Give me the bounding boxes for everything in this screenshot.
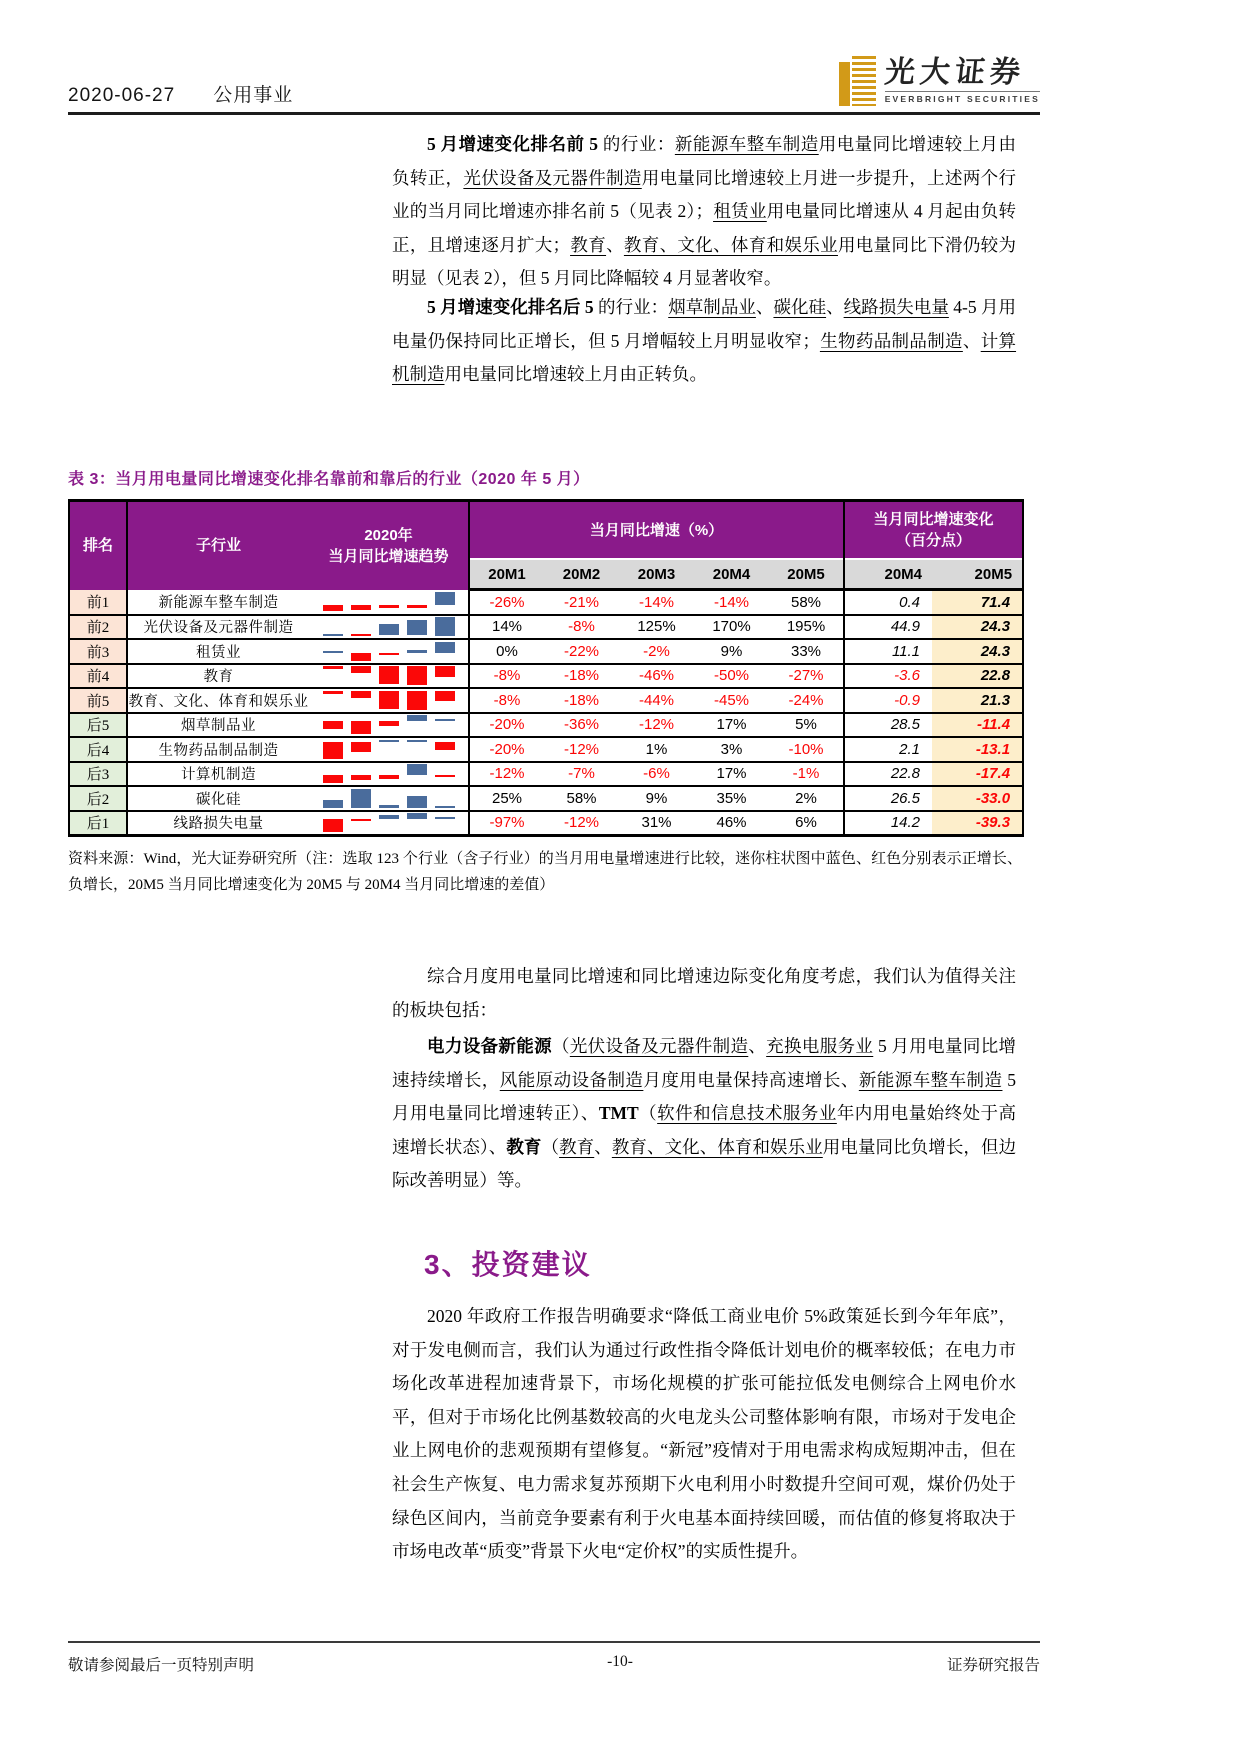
subheader-change-month: 20M4 (844, 559, 932, 590)
spark-bar-positive (379, 815, 399, 819)
table-row (69, 811, 1023, 836)
source-note: 资料来源：Wind，光大证券研究所（注：选取 123 个行业（含子行业）的当月用电量增速进行比较，迷你柱状图中蓝色、红色分别表示正增长、负增长，20M5 当月同比增速变化为 20M5 与 20M4 当月同比增速的差值） (68, 851, 1022, 893)
trend-sparkline (323, 789, 455, 808)
growth-value-cell: -18% (544, 664, 619, 689)
growth-value-cell: -97% (469, 811, 544, 836)
table-row (69, 639, 1023, 664)
text-segment: 风能原动设备制造 (499, 1069, 644, 1090)
growth-value-cell: 58% (769, 590, 844, 615)
trend-header-line1: 2020年 (364, 526, 413, 544)
rank-cell: 前2 (69, 615, 127, 640)
m5-change-cell: -13.1 (932, 737, 1023, 762)
spark-bar-positive (379, 624, 399, 636)
table3-title: 表 3：当月用电量同比增速变化排名靠前和靠后的行业（2020 年 5 月） (68, 471, 590, 488)
growth-value-cell: -7% (544, 762, 619, 787)
text-segment: 5 月增速变化排名前 5 (427, 134, 603, 154)
footer-rule (68, 1641, 1040, 1643)
trend-sparkline (323, 813, 455, 832)
rank-cell: 后3 (69, 762, 127, 787)
growth-value-cell: -18% (544, 688, 619, 713)
table-row (69, 590, 1023, 615)
growth-value-cell: -46% (619, 664, 694, 689)
growth-value-cell: -12% (544, 737, 619, 762)
growth-value-cell: 31% (619, 811, 694, 836)
text-segment: （ (638, 1103, 658, 1124)
text-segment: 碳化硅 (773, 297, 827, 317)
column-header-rank: 排名 (69, 501, 127, 590)
spark-bar-positive (323, 651, 343, 653)
spark-bar-negative (351, 775, 371, 780)
ranking-table (68, 499, 1024, 837)
growth-value-cell: -44% (619, 688, 694, 713)
table-row (69, 713, 1023, 738)
m4-change-cell: 0.4 (844, 590, 932, 615)
spark-bar-negative (323, 605, 343, 611)
spark-bar-negative (435, 691, 455, 701)
text-segment: 4-5 月用电量仍保持同比正增长，但 5 月增幅较上月明显收窄； (392, 297, 1017, 351)
trend-cell (309, 762, 469, 787)
text-segment: 教育 (559, 1136, 595, 1157)
page-header (68, 80, 293, 107)
growth-value-cell: 195% (769, 615, 844, 640)
spark-bar-negative (407, 666, 427, 685)
m5-change-cell: 24.3 (932, 615, 1023, 640)
spark-bar-negative (351, 666, 371, 673)
industry-cell: 碳化硅 (127, 786, 309, 811)
text-segment: 2020 年政府工作报告明确要求“降低工商业电价 5%政策延长到今年年底”，对于发电侧而言，我们认为通过行政性指令降低计划电价的概率较低；在电力市场化改革进程加速背景下，市场化规模的扩张可能拉低发电侧综合上网电价水平，但对于市场化比例基数较高的火电龙头公司整体影响有限，市场对于发电企业上网电价的悲观预期有望修复。“新冠”疫情对于用电需求构成短期冲击，但在社会生产恢复、电力需求复苏预期下火电利用小时数提升空间可观，煤价仍处于绿色区间内，当前竞争要素有利于火电基本面持续回暖，而估值的修复将取决于市场电改革“质变”背景下火电“定价权”的实质性提升。 (392, 1306, 1016, 1562)
text-segment: 光伏设备及元器件制造 (463, 167, 642, 188)
text-segment: 月度用电量保持高速增长、 (643, 1069, 859, 1090)
spark-bar-negative (407, 691, 427, 710)
spark-bar-positive (323, 800, 343, 808)
rank-cell: 后2 (69, 786, 127, 811)
paragraph-top5-industries (392, 128, 1016, 296)
table-group-header-row (69, 501, 1023, 560)
trend-sparkline (323, 617, 455, 636)
industry-cell: 教育 (127, 664, 309, 689)
growth-value-cell: 25% (469, 786, 544, 811)
industry-cell: 租赁业 (127, 639, 309, 664)
growth-value-cell: -14% (694, 590, 769, 615)
change-header-line1: 当月同比增速变化 (873, 511, 994, 528)
report-date: 2020-06-27 (68, 85, 176, 106)
text-segment: 线路损失电量 (843, 297, 949, 317)
m5-change-cell: 22.8 (932, 664, 1023, 689)
growth-value-cell: -1% (769, 762, 844, 787)
page-number: -10- (607, 1653, 633, 1670)
spark-bar-negative (379, 691, 399, 710)
trend-sparkline (323, 691, 455, 710)
spark-bar-negative (435, 742, 455, 750)
m4-change-cell: 11.1 (844, 639, 932, 664)
text-segment: 年内用电量始终处于高速增长状态）、 (392, 1103, 1017, 1157)
table-row (69, 737, 1023, 762)
m5-change-cell: -33.0 (932, 786, 1023, 811)
trend-cell (309, 639, 469, 664)
text-segment: 计算机制造 (392, 330, 1017, 385)
text-segment: 用电量同比增速较上月进一步提升，上述两个行业的当月同比增速亦排名前 5（见表 2）； (392, 167, 1017, 222)
text-segment: 电力设备新能源 (427, 1036, 552, 1056)
trend-cell (309, 615, 469, 640)
trend-cell (309, 713, 469, 738)
subheader-month: 20M3 (619, 559, 694, 590)
spark-bar-positive (323, 634, 343, 636)
table-row (69, 762, 1023, 787)
m4-change-cell: 26.5 (844, 786, 932, 811)
text-segment: 5 月用电量同比增速转正）、 (392, 1069, 1017, 1124)
rank-cell: 前5 (69, 688, 127, 713)
trend-sparkline (323, 642, 455, 661)
spark-bar-negative (379, 666, 399, 683)
text-segment: 生物药品制品制造 (819, 330, 963, 351)
text-segment: 烟草制品业 (668, 297, 756, 317)
paragraph-summary (392, 960, 1016, 1027)
text-segment: 用电量同比负增长，但边际改善明显）等。 (392, 1136, 1017, 1191)
text-segment: 教育 (570, 234, 607, 255)
growth-value-cell: -12% (469, 762, 544, 787)
text-segment: 的行业： (598, 297, 669, 317)
text-segment: 新能源车整车制造 (858, 1069, 1003, 1090)
spark-bar-negative (351, 819, 371, 821)
spark-bar-positive (379, 740, 399, 742)
paragraph-sectors (392, 1030, 1016, 1198)
spark-bar-negative (351, 691, 371, 699)
text-segment: 教育、文化、体育和娱乐业 (611, 1136, 823, 1157)
column-header-industry: 子行业 (127, 501, 309, 590)
spark-bar-positive (435, 642, 455, 653)
rank-cell: 前3 (69, 639, 127, 664)
trend-sparkline (323, 666, 455, 685)
growth-value-cell: -20% (469, 737, 544, 762)
subheader-change-month: 20M5 (932, 559, 1023, 590)
rank-cell: 后4 (69, 737, 127, 762)
growth-value-cell: 2% (769, 786, 844, 811)
spark-bar-negative (323, 775, 343, 783)
growth-value-cell: -8% (469, 688, 544, 713)
spark-bar-negative (351, 742, 371, 752)
logo-cn-text: 光大证券 (883, 56, 1027, 89)
text-segment: 教育 (506, 1136, 542, 1157)
m4-change-cell: 22.8 (844, 762, 932, 787)
text-segment: 用电量同比增速从 4 月起由负转正，且增速逐月扩大； (392, 201, 1017, 255)
growth-value-cell: -21% (544, 590, 619, 615)
logo-text (885, 56, 1040, 104)
spark-bar-negative (407, 605, 427, 608)
text-segment: 、 (594, 1136, 612, 1157)
text-segment: TMT (598, 1103, 639, 1124)
m4-change-cell: -0.9 (844, 688, 932, 713)
growth-value-cell: -27% (769, 664, 844, 689)
text-segment: 、 (748, 1036, 767, 1056)
report-section: 公用事业 (213, 85, 294, 106)
subheader-month: 20M1 (469, 559, 544, 590)
text-segment: （ (551, 1036, 570, 1056)
growth-value-cell: -50% (694, 664, 769, 689)
trend-cell (309, 737, 469, 762)
table-row (69, 688, 1023, 713)
growth-value-cell: -22% (544, 639, 619, 664)
growth-value-cell: 3% (694, 737, 769, 762)
trend-sparkline (323, 592, 455, 611)
growth-value-cell: 35% (694, 786, 769, 811)
footer-report-type: 证券研究报告 (946, 1657, 1040, 1674)
table-row (69, 786, 1023, 811)
m4-change-cell: -3.6 (844, 664, 932, 689)
growth-value-cell: -45% (694, 688, 769, 713)
trend-cell (309, 811, 469, 836)
table-body (69, 590, 1023, 836)
spark-bar-negative (379, 775, 399, 779)
section3-heading: 3、投资建议 (424, 1249, 592, 1280)
m5-change-cell: 71.4 (932, 590, 1023, 615)
text-segment: （ (541, 1136, 560, 1157)
spark-bar-positive (407, 740, 427, 742)
trend-cell (309, 786, 469, 811)
growth-value-cell: -8% (544, 615, 619, 640)
industry-cell: 烟草制品业 (127, 713, 309, 738)
spark-bar-negative (351, 721, 371, 734)
rank-cell: 后5 (69, 713, 127, 738)
spark-bar-positive (351, 789, 371, 808)
text-segment: 用电量同比增速较上月由负转正， (392, 134, 1017, 188)
spark-bar-positive (435, 817, 455, 819)
growth-value-cell: -8% (469, 664, 544, 689)
industry-cell: 计算机制造 (127, 762, 309, 787)
text-segment: 综合月度用电量同比增速和同比增速边际变化角度考虑，我们认为值得关注的板块包括： (392, 966, 1016, 1020)
growth-value-cell: -10% (769, 737, 844, 762)
spark-bar-negative (351, 634, 371, 636)
paragraph-bottom5-industries (392, 291, 1016, 392)
trend-cell (309, 688, 469, 713)
section3-paragraph (392, 1300, 1016, 1569)
growth-value-cell: 170% (694, 615, 769, 640)
m5-change-cell: -17.4 (932, 762, 1023, 787)
growth-value-cell: -26% (469, 590, 544, 615)
text-segment: 、 (826, 297, 844, 317)
growth-value-cell: 0% (469, 639, 544, 664)
growth-value-cell: -14% (619, 590, 694, 615)
spark-bar-negative (379, 721, 399, 725)
text-segment: 、 (606, 234, 624, 255)
text-segment: 、 (755, 297, 774, 317)
text-segment: 充换电服务业 (766, 1036, 874, 1056)
spark-bar-positive (435, 806, 455, 808)
table-row (69, 615, 1023, 640)
trend-header-line2: 当月同比增速趋势 (328, 547, 449, 565)
growth-value-cell: 17% (694, 713, 769, 738)
trend-cell (309, 664, 469, 689)
growth-value-cell: -36% (544, 713, 619, 738)
spark-bar-positive (407, 715, 427, 721)
spark-bar-negative (323, 666, 343, 669)
text-segment: 的行业： (602, 134, 675, 154)
spark-bar-negative (323, 819, 343, 832)
growth-value-cell: -20% (469, 713, 544, 738)
spark-bar-positive (435, 719, 455, 721)
spark-bar-negative (379, 653, 399, 655)
m4-change-cell: 14.2 (844, 811, 932, 836)
text-segment: 租赁业 (713, 201, 767, 222)
subheader-month: 20M2 (544, 559, 619, 590)
spark-bar-negative (323, 742, 343, 759)
column-header-trend (309, 501, 469, 590)
m5-change-cell: 21.3 (932, 688, 1023, 713)
m4-change-cell: 2.1 (844, 737, 932, 762)
spark-bar-negative (351, 605, 371, 610)
spark-bar-negative (379, 605, 399, 608)
subheader-month: 20M4 (694, 559, 769, 590)
spark-bar-positive (407, 620, 427, 636)
spark-bar-negative (435, 775, 455, 777)
text-segment: 5 月用电量同比增速持续增长， (392, 1036, 1017, 1090)
rank-cell: 前4 (69, 664, 127, 689)
spark-bar-positive (407, 796, 427, 807)
subheader-month: 20M5 (769, 559, 844, 590)
footer-disclaimer: 敬请参阅最后一页特别声明 (68, 1657, 255, 1674)
header-rule (68, 112, 1040, 115)
growth-value-cell: 6% (769, 811, 844, 836)
industry-cell: 线路损失电量 (127, 811, 309, 836)
growth-value-cell: 46% (694, 811, 769, 836)
growth-value-cell: 5% (769, 713, 844, 738)
spark-bar-negative (323, 691, 343, 694)
growth-value-cell: 17% (694, 762, 769, 787)
growth-value-cell: 58% (544, 786, 619, 811)
growth-value-cell: -12% (544, 811, 619, 836)
spark-bar-negative (351, 653, 371, 661)
column-group-change (844, 501, 1023, 560)
text-segment: 软件和信息技术服务业 (657, 1103, 837, 1124)
growth-value-cell: 1% (619, 737, 694, 762)
spark-bar-negative (435, 666, 455, 676)
m5-change-cell: -11.4 (932, 713, 1023, 738)
logo-bar-shape (839, 62, 850, 106)
growth-value-cell: -24% (769, 688, 844, 713)
rank-cell: 前1 (69, 590, 127, 615)
m4-change-cell: 44.9 (844, 615, 932, 640)
trend-cell (309, 590, 469, 615)
rank-cell: 后1 (69, 811, 127, 836)
everbright-logo-icon (839, 56, 877, 106)
industry-cell: 光伏设备及元器件制造 (127, 615, 309, 640)
growth-value-cell: -2% (619, 639, 694, 664)
m4-change-cell: 28.5 (844, 713, 932, 738)
text-segment: 光伏设备及元器件制造 (569, 1036, 749, 1056)
text-segment: 用电量同比下滑仍较为明显（见表 2），但 5 月同比降幅较 4 月显著收窄。 (392, 234, 1017, 289)
logo-en-text: EVERBRIGHT SECURITIES (885, 91, 1040, 104)
growth-value-cell: 9% (694, 639, 769, 664)
text-segment: 、 (962, 330, 981, 351)
spark-bar-positive (407, 764, 427, 775)
growth-value-cell: 9% (619, 786, 694, 811)
spark-bar-negative (323, 721, 343, 728)
growth-value-cell: -6% (619, 762, 694, 787)
m5-change-cell: 24.3 (932, 639, 1023, 664)
spark-bar-positive (435, 592, 455, 605)
spark-bar-positive (435, 617, 455, 635)
text-segment: 教育、文化、体育和娱乐业 (623, 234, 838, 255)
growth-value-cell: 33% (769, 639, 844, 664)
spark-bar-positive (407, 813, 427, 819)
table3-block (68, 466, 1022, 898)
growth-value-cell: -12% (619, 713, 694, 738)
industry-cell: 教育、文化、体育和娱乐业 (127, 688, 309, 713)
growth-value-cell: 125% (619, 615, 694, 640)
trend-sparkline (323, 764, 455, 783)
everbright-logo (839, 56, 1040, 106)
trend-sparkline (323, 740, 455, 759)
growth-value-cell: 14% (469, 615, 544, 640)
text-segment: 新能源车整车制造 (674, 134, 819, 154)
m5-change-cell: -39.3 (932, 811, 1023, 836)
industry-cell: 新能源车整车制造 (127, 590, 309, 615)
industry-cell: 生物药品制品制造 (127, 737, 309, 762)
spark-bar-positive (379, 805, 399, 808)
change-header-line2: （百分点） (896, 532, 972, 549)
text-segment: 用电量同比增速较上月由正转负。 (444, 364, 707, 385)
text-segment: 5 月增速变化排名后 5 (427, 297, 599, 317)
column-group-growth: 当月同比增速（%） (469, 501, 844, 560)
trend-sparkline (323, 715, 455, 734)
table-row (69, 664, 1023, 689)
spark-bar-positive (407, 650, 427, 653)
logo-stripes-shape (852, 56, 876, 106)
